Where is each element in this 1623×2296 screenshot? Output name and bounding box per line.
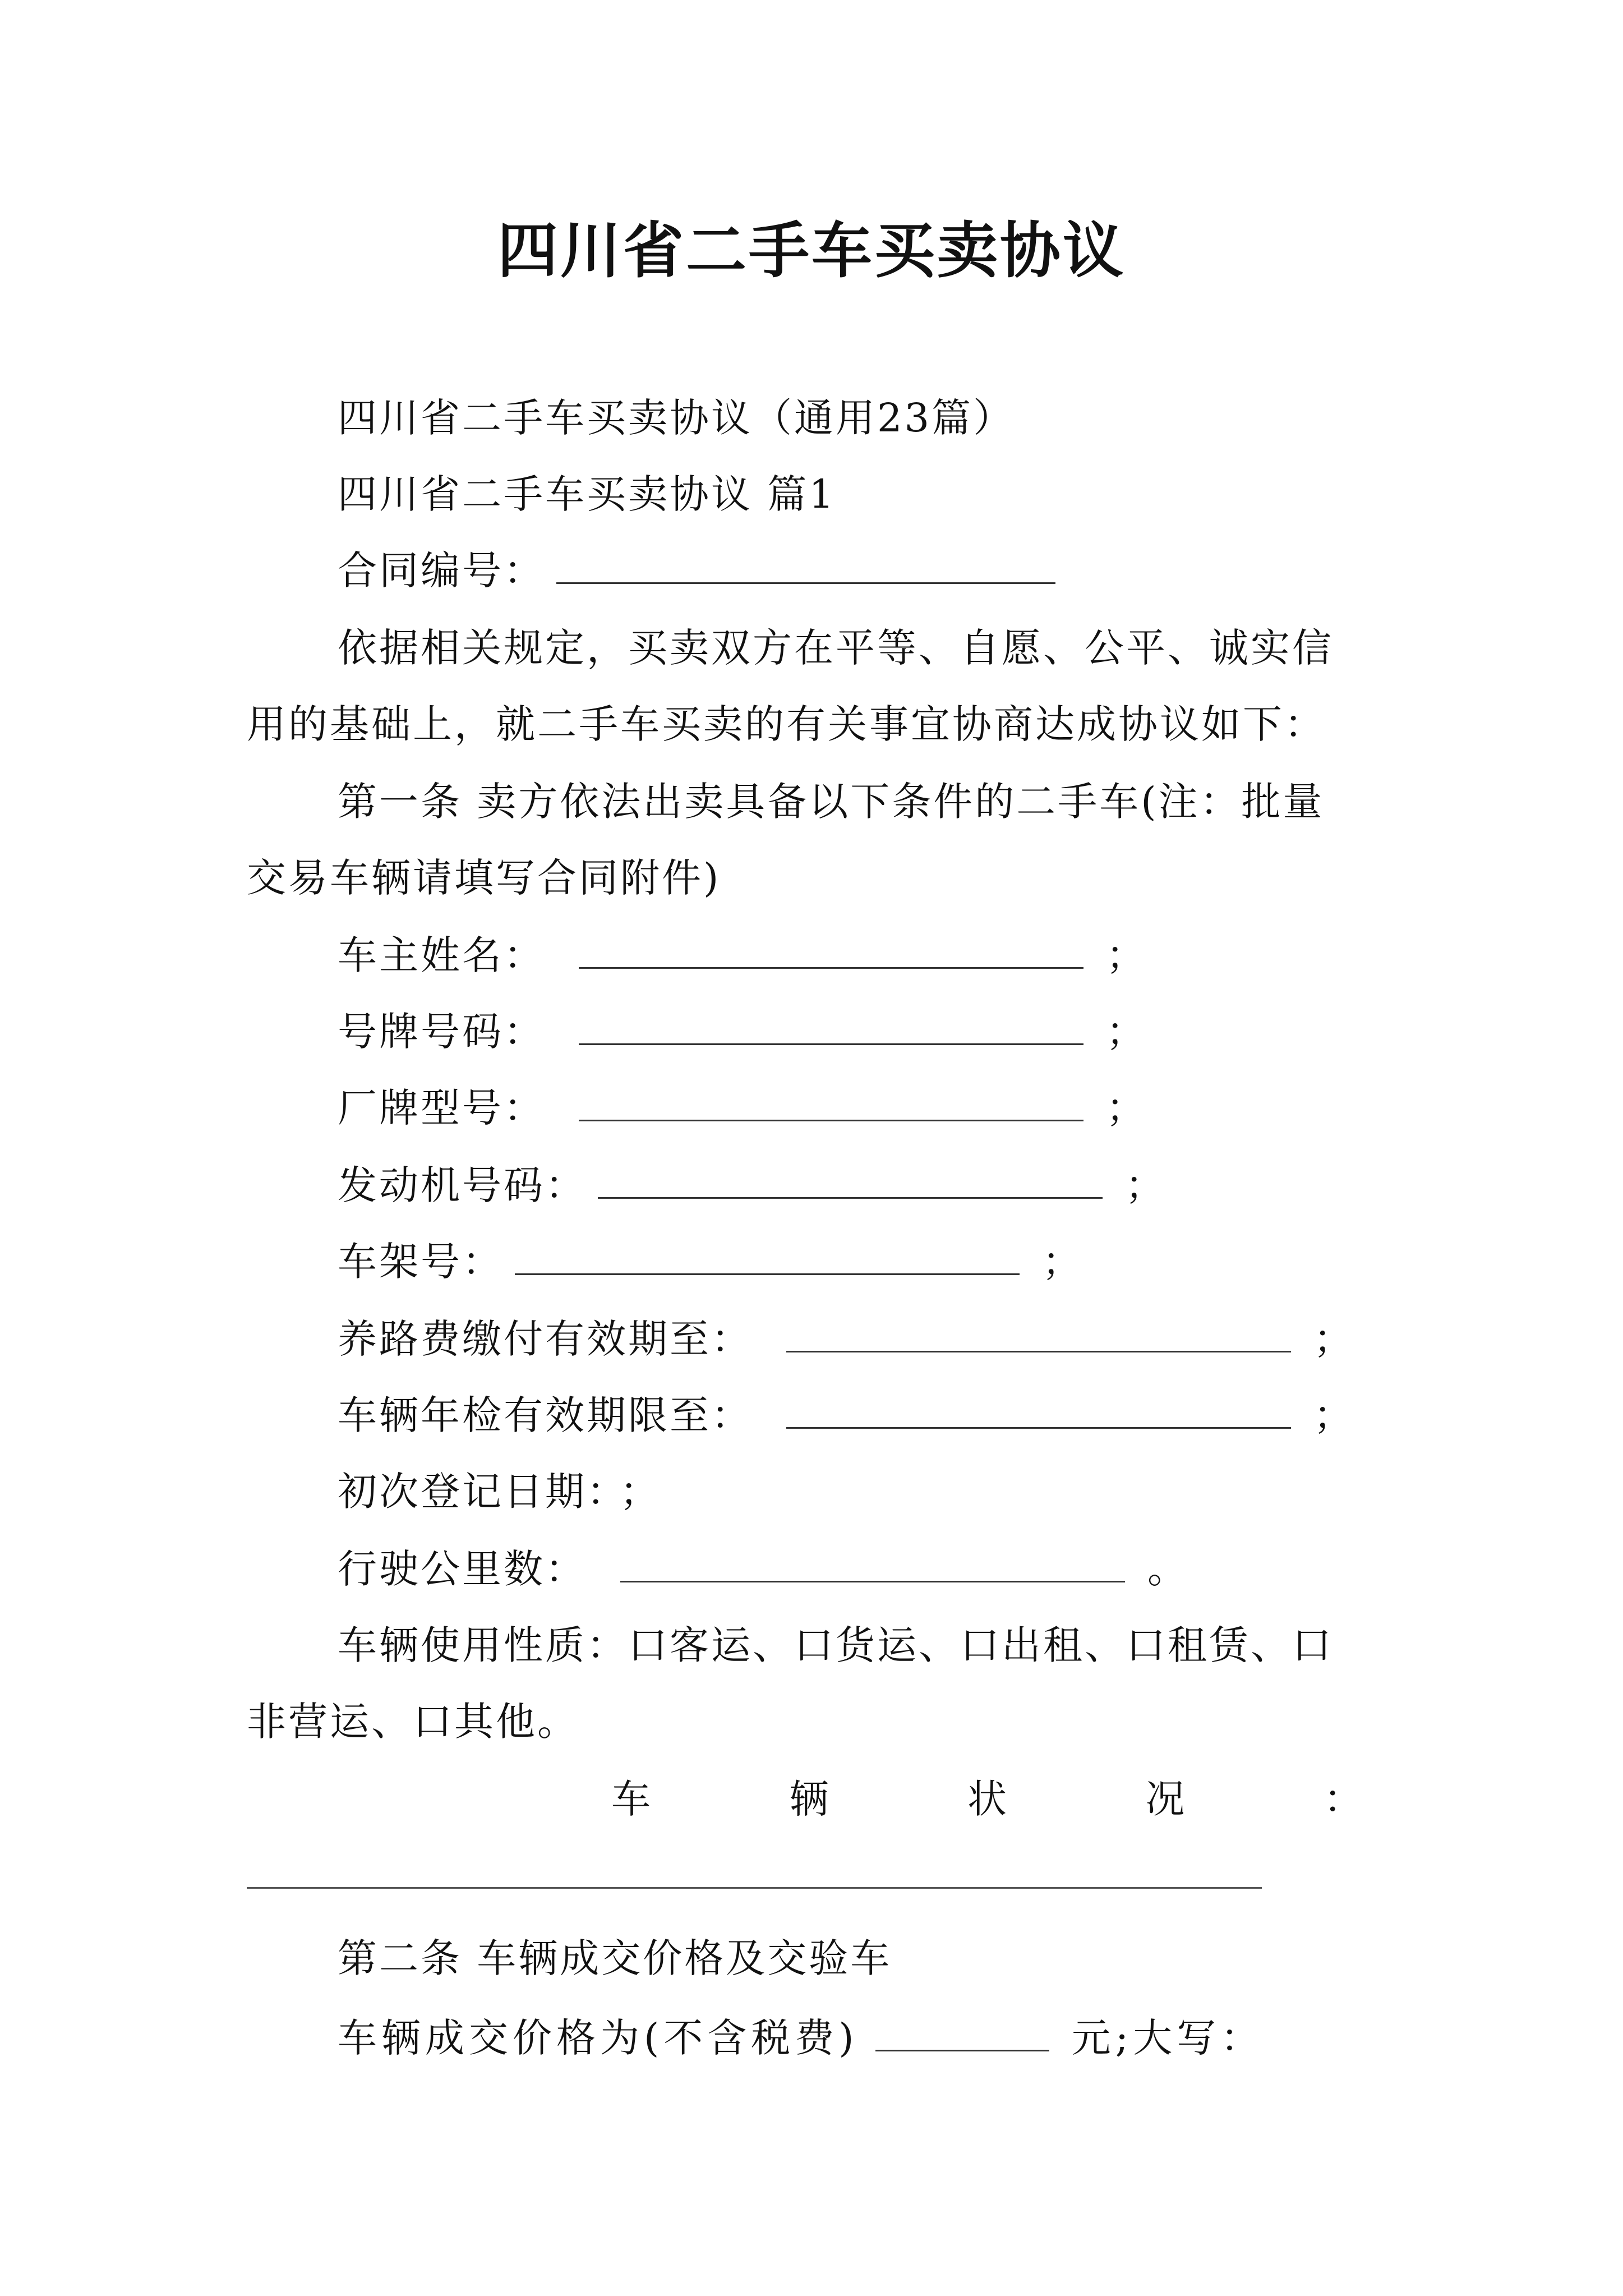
engine-number-label: 发动机号码： [338,1162,587,1208]
price-suffix: 元;大写： [1071,2015,1265,2061]
engine-number-row [338,1160,1166,1211]
condition-char: 状 [967,1776,1007,1822]
contract-number-blank[interactable] [556,546,1055,584]
frame-number-blank[interactable] [515,1237,1020,1275]
road-fee-row [338,1314,1355,1364]
condition-char: ： [1324,1776,1363,1822]
owner-name-blank[interactable] [579,931,1083,969]
semicolon: ； [1125,1162,1166,1208]
section-heading: 四川省二手车买卖协议 篇1 [338,471,836,517]
owner-name-label: 车主姓名： [338,932,545,978]
article2-heading: 第二条 车辆成交价格及交验车 [338,1935,892,1981]
model-blank[interactable] [579,1084,1083,1121]
mileage-row [338,1544,1189,1594]
model-label: 厂牌型号： [338,1085,545,1131]
price-label: 车辆成交价格为(不含税费) [338,2015,859,2061]
inspection-row [338,1390,1355,1441]
price-row [338,2013,1264,2063]
semicolon: ； [1313,1316,1355,1362]
condition-char: 辆 [789,1776,829,1822]
vehicle-condition-heading [611,1774,1363,1824]
usage-line-2: 非营运、口其他。 [247,1699,579,1745]
usage-line-1: 车辆使用性质：口客运、口货运、口出租、口租赁、口 [338,1622,1334,1668]
frame-number-label: 车架号： [338,1239,504,1285]
semicolon: ； [1106,1009,1147,1055]
inspection-label: 车辆年检有效期限至： [338,1392,753,1438]
intro-paragraph-line-2: 用的基础上，就二手车买卖的有关事宜协商达成协议如下： [247,701,1326,747]
document-title: 四川省二手车买卖协议 [497,215,1126,286]
plate-number-row [338,1006,1147,1057]
condition-char: 况 [1145,1776,1185,1822]
article1-line-1: 第一条 卖方依法出卖具备以下条件的二手车(注：批量 [338,779,1325,825]
engine-number-blank[interactable] [598,1161,1103,1199]
road-fee-label: 养路费缴付有效期至： [338,1316,753,1362]
frame-number-row [338,1236,1083,1287]
first-registration-row [338,1466,661,1517]
contract-number-label: 合同编号： [338,547,545,593]
price-blank[interactable] [875,2014,1049,2051]
plate-number-label: 号牌号码： [338,1009,545,1055]
semicolon: ； [1313,1392,1355,1438]
model-row [338,1083,1147,1133]
inspection-blank[interactable] [786,1391,1291,1429]
semicolon: ； [1106,1085,1147,1131]
semicolon: ； [1042,1239,1083,1285]
semicolon: ； [1106,932,1147,978]
owner-name-row [338,930,1147,981]
road-fee-blank[interactable] [786,1315,1291,1352]
vehicle-condition-blank[interactable] [247,1887,1262,1889]
article1-line-2: 交易车辆请填写合同附件) [247,855,721,901]
semicolon: ； [620,1469,661,1515]
condition-char: 车 [611,1776,651,1822]
contract-number-row [338,545,1055,596]
mileage-label: 行驶公里数： [338,1546,587,1592]
document-subtitle: 四川省二手车买卖协议（通用23篇） [338,395,1015,441]
first-registration-label: 初次登记日期： [338,1469,608,1515]
mileage-blank[interactable] [620,1545,1125,1582]
period: 。 [1147,1546,1189,1592]
plate-number-blank[interactable] [579,1007,1083,1045]
intro-paragraph-line-1: 依据相关规定，买卖双方在平等、自愿、公平、诚实信 [338,625,1334,671]
